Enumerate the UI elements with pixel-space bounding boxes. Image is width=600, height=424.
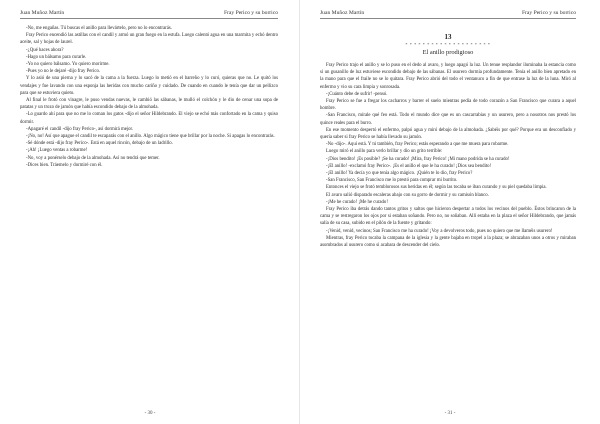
paragraph: -Dices bien. Tráemelo y dormiré con él. [26,162,103,168]
paragraph: -Sé dónde está -dijo fray Perico-. Está en aquel rincón, debajo de un ladrillo. [26,141,173,147]
left-running-head [20,10,278,19]
paragraph: -¡El anillo! Ya decía yo que tenía algo mágico. ¡Quién te lo dio, fray Perico? [326,171,473,177]
paragraph: -No, me engañas. Tú buscas el anillo para llevártelo, pero no lo encontrarás. [26,26,172,31]
right-header-title: Fray Perico y su borrico [521,10,576,16]
chapter-number: 13 [444,33,452,41]
paragraph: Fray Perico encendió las astillas con el candil y armó un gran fuego en la estufa. Luego calentó agua en una marmita y echó dentro aceite, sal y hojas de laurel. [20,33,278,46]
paragraph: -Lo guardo ahí para que no me lo coman los gatos -dijo el señor Hildebrando. El viejo se echó más confortado en la cama y quiso dormir. [20,112,278,125]
paragraph: -¡Cuánto debe de sufrir! -pensó. [326,91,388,97]
right-page [300,0,600,424]
paragraph: -Pues yo no le dejaré -dijo fray Perico. [26,69,101,75]
left-page-number: - 30 - [144,411,156,416]
paragraph: Luego miró el anillo para verlo brillar y dio un grito terrible: [326,149,443,155]
paragraph: -No -dijo-. Aquí está. Y tú también, fray Perico; estás esperando a que me muera para robarme. [326,142,509,148]
chapter-ornament: * * * * * * * * * * * * * * * * * * * * [405,42,491,47]
paragraph: -Apagaré el candil -dijo fray Perico-, así dormirá mejor. [26,126,134,132]
right-running-head [320,10,576,19]
left-header-title: Fray Perico y su borrico [223,10,278,16]
paragraph: Fray Perico se fue a fregar los cacharros y barrer el suelo mientras pedía de todo corazón a San Francisco que curara a aquel hombre. [320,99,576,112]
paragraph: -¡Me he curado! ¡Me he curado! [326,199,388,205]
paragraph: -Hago un bálsamo para curarle. [26,54,87,60]
paragraph: Mientras, fray Perico tocaba la campana de la iglesia y la gente bajaba en tropel a la plaza; se abrazaban unos a otros y miraban asombrados al usurero como si acabara de descender del cielo. [320,235,576,249]
paragraph: -Yo no quiero bálsamo. Yo quiero morirme. [26,62,110,68]
paragraph: El avaro salió disparado escaleras abajo con su gorro de dormir y su camisón blanco. [326,192,489,198]
paragraph: Al final le frotó con vinagre, le puso vendas nuevas, le cambió las sábanas, le mulló el colchón y le dio de cenar una sopa de patatas y un trozo de jamón que había escondido debajo de la almohada. [20,98,278,111]
paragraph: -¡Venid, venid, vecinos; San Francisco me ha curado! ¡Voy a devolveros todo, pues no quiero que me llaméis usurero! [326,228,553,234]
paragraph: Fray Perico trajo el anillo y se lo puso en el dedo al avaro, y luego apagó la luz. Un tenue resplandor iluminaba la estancia como si un gusanillo de luz estuviese escondido debajo de las sábanas. El usurero dormía profundamente. Tenía el anillo bien apretado en la mano para que el fraile no se lo quitara. Fray Perico abrió del todo el ventanuco a fin de que entrase la luz de la luna. Miró al enfermo y vio su cara limpia y sonrosada. [320,63,576,90]
chapter-title: El anillo prodigioso [422,49,474,56]
left-header-author: Juan Muñoz Martín [20,10,65,16]
paragraph: Entonces el viejo se frotó temblorosos sus heridas en él; según las tocaba se iban curando y su piel quedaba limpia. [326,185,547,191]
paragraph: En ese momento despertó el enfermo, palpó agua y miró debajo de la almohada. ¿Sabéis por qué? Porque era un desconfiado y quería saber si fray Perico se había llevado su jamón. [320,127,576,141]
paragraph: -¡Dios bendito! ¡Es posible? ¡Se ha curado! ¡Mira, fray Perico! ¡Mi mano podrida se ha curado! [326,156,510,162]
left-body-text [20,25,278,169]
paragraph: Fray Perico iba detrás dando tantos gritos y saltos que hicieron despertar a todos los vecinos del pueblo. Éstos brincaron de la cama y se restregaron los ojos por si estaban soñando. Pero no, no soñaban. Allí estaba en la plaza el señor Hildebrando, que jamás salía de su casa, subido en el pilón de la fuente y gritando: [320,207,576,227]
right-body-text [320,62,576,249]
paragraph: Y lo asió de una pierna y lo sacó de la cama a la fuerza. Luego lo metió en el barreño y lo curó, quieras que no. Le quitó los vendajes y fue lavando con una esponja las heridas con mucho cariño y cuidado. De cuando en cuando le tenía que dar un pellizco para que se estuviera quieto. [20,76,278,96]
paragraph: -No, voy a ponérselo debajo de la almohada. Así no tendrá que temer. [26,155,160,161]
paragraph: -San Francisco, mírale qué feo está. Todo el mundo dice que es un cascarrabias y un usurero, pero a nosotros nos prestó los quince reales para el burro. [320,113,576,126]
paragraph: -San Francisco, San Francisco me lo prestó para comprar mi burrito. [326,178,458,184]
chapter-heading [320,33,576,56]
right-header-author: Juan Muñoz Martín [320,10,365,16]
paragraph: -¡El anillo! -exclamó fray Perico-. ¡Es el anillo el que le ha curado! ¡Dios sea bendito! [326,163,492,169]
paragraph: -¡No, no! Así que apague el candil te escaparás con el anillo. Algo mágico tiene que brillar por la noche. Si apagas lo encontrarás. [26,134,275,140]
right-page-number: - 31 - [444,411,456,416]
paragraph: -¿Qué haces ahora? [26,47,64,53]
paragraph: -¡Ah! ¡Luego ventas a robarme! [26,148,88,154]
